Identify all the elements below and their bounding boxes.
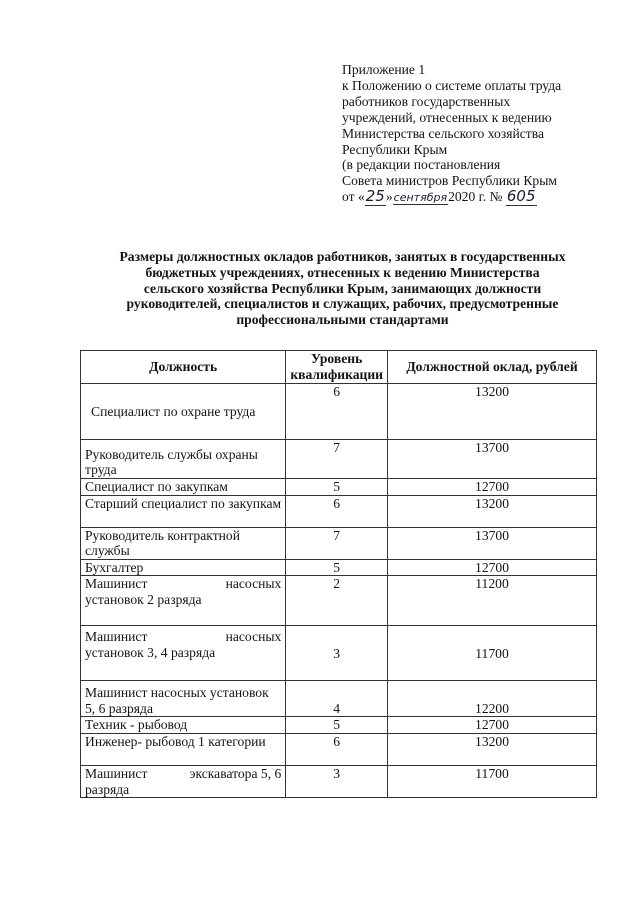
annex-date-line xyxy=(342,189,561,206)
cell-position: Руководитель контрактной службы xyxy=(81,527,286,559)
annex-line: работников государственных xyxy=(342,93,511,109)
cell-position: Машинист насосных установок 5, 6 разряда xyxy=(81,681,286,717)
cell-salary: 13200 xyxy=(388,495,597,527)
date-prefix: от « xyxy=(342,189,365,205)
salary-table xyxy=(80,350,597,798)
header-position: Должность xyxy=(81,351,286,384)
header-salary: Должностной оклад, рублей xyxy=(388,351,597,384)
date-year: 2020 г. № xyxy=(448,189,503,205)
header-level: Уровень квалификации xyxy=(286,351,388,384)
date-month: сентября xyxy=(393,191,448,205)
annex-line: Совета министров Республики Крым xyxy=(342,173,557,189)
cell-salary: 11700 xyxy=(388,765,597,797)
title-line: Размеры должностных окладов работников, занятых в государственных xyxy=(119,249,566,264)
cell-salary: 12700 xyxy=(388,717,597,734)
cell-salary: 12700 xyxy=(388,479,597,496)
cell-level: 6 xyxy=(286,384,388,440)
cell-salary: 13700 xyxy=(388,527,597,559)
cell-level: 6 xyxy=(286,733,388,765)
cell-salary: 11700 xyxy=(388,626,597,681)
cell-position: Руководитель службы охраны труда xyxy=(81,440,286,479)
table-row xyxy=(81,733,597,765)
cell-position: Инженер- рыбовод 1 категории xyxy=(81,733,286,765)
annex-line: к Положению о системе оплаты труда xyxy=(342,77,562,93)
cell-salary: 13200 xyxy=(388,384,597,440)
date-mid: » xyxy=(385,189,393,205)
cell-level: 4 xyxy=(286,681,388,717)
cell-level: 6 xyxy=(286,495,388,527)
cell-position: Специалист по закупкам xyxy=(81,479,286,496)
cell-position: Техник - рыбовод xyxy=(81,717,286,734)
cell-position-word: насосных xyxy=(225,629,282,645)
cell-level: 7 xyxy=(286,440,388,479)
document-title xyxy=(80,249,605,328)
cell-position-word: экскаватора 5, 6 xyxy=(189,765,282,781)
annex-block xyxy=(342,62,561,206)
title-line: руководителей, специалистов и служащих, рабочих, предусмотренные xyxy=(126,296,559,312)
cell-position xyxy=(81,765,286,797)
cell-position xyxy=(81,576,286,626)
cell-level: 5 xyxy=(286,559,388,576)
table-row xyxy=(81,559,597,576)
cell-salary: 13200 xyxy=(388,733,597,765)
table-row xyxy=(81,765,597,797)
cell-level: 7 xyxy=(286,527,388,559)
cell-salary: 13700 xyxy=(388,440,597,479)
decree-number: 605 xyxy=(506,187,536,206)
date-day: 25 xyxy=(365,187,385,206)
title-line: сельского хозяйства Республики Крым, занимающих должности xyxy=(143,280,542,296)
cell-level: 3 xyxy=(286,765,388,797)
table-row xyxy=(81,681,597,717)
annex-line: Министерства сельского хозяйства xyxy=(342,125,544,141)
table-row xyxy=(81,479,597,496)
cell-position: Специалист по охране труда xyxy=(81,384,286,440)
table-row xyxy=(81,717,597,734)
table-row xyxy=(81,626,597,681)
annex-line: Приложение 1 xyxy=(342,62,426,77)
cell-position: Бухгалтер xyxy=(81,559,286,576)
table-row xyxy=(81,440,597,479)
cell-position xyxy=(81,626,286,681)
cell-level: 2 xyxy=(286,576,388,626)
cell-position-line: установок 2 разряда xyxy=(85,591,202,607)
table-row xyxy=(81,384,597,440)
table-row xyxy=(81,527,597,559)
cell-salary: 12200 xyxy=(388,681,597,717)
cell-position-word: насосных xyxy=(225,576,282,592)
cell-position-line: разряда xyxy=(85,781,130,797)
table-header-row xyxy=(81,351,597,384)
cell-position-word: Машинист xyxy=(85,576,148,592)
cell-level: 5 xyxy=(286,479,388,496)
cell-salary: 12700 xyxy=(388,559,597,576)
table-row xyxy=(81,495,597,527)
title-line: профессиональными стандартами xyxy=(236,312,449,328)
title-line: бюджетных учреждениях, отнесенных к ведению Министерства xyxy=(145,264,540,280)
annex-line: Республики Крым xyxy=(342,141,448,157)
cell-level: 3 xyxy=(286,626,388,681)
cell-level: 5 xyxy=(286,717,388,734)
table-row xyxy=(81,576,597,626)
cell-position-word: Машинист xyxy=(85,629,148,645)
cell-position-word: Машинист xyxy=(85,765,148,781)
annex-line: учреждений, отнесенных к ведению xyxy=(342,109,552,125)
cell-salary: 11200 xyxy=(388,576,597,626)
cell-position-line: установок 3, 4 разряда xyxy=(85,644,216,660)
annex-line: (в редакции постановления xyxy=(342,157,501,173)
cell-position: Старший специалист по закупкам xyxy=(81,495,286,527)
